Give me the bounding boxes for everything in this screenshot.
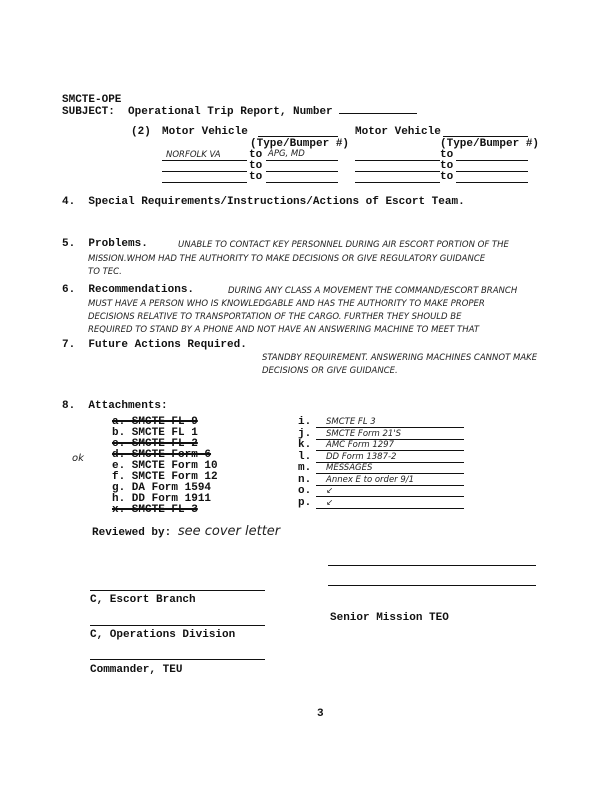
subject-line: [62, 106, 417, 118]
item-number: 4.: [62, 196, 76, 208]
problems-text: MISSION.WHOM HAD THE AUTHORITY TO MAKE DECISIONS OR GIVE REGULATORY GUIDANCE: [88, 254, 486, 264]
attachment-item: [298, 498, 464, 510]
attachment-item: [298, 475, 464, 487]
item-number: 8.: [62, 400, 76, 412]
reviewed-by: [92, 524, 280, 541]
attachment-item: [298, 463, 464, 475]
to-label: to: [249, 160, 263, 172]
attachments-right-list: [298, 417, 464, 509]
attachment-item: [298, 429, 464, 441]
attachment-letter: l.: [298, 450, 312, 463]
attachment-letter: m.: [298, 462, 312, 474]
report-number-field: [339, 113, 417, 114]
item-label: Recommendations.: [88, 284, 195, 296]
to-label: to: [440, 149, 454, 161]
vehicle-item-number: (2): [131, 126, 151, 138]
attachment-letter: n.: [298, 473, 312, 486]
attachment-item: [298, 417, 464, 429]
attachment-value: AMC Form 1297: [316, 440, 464, 451]
senior-mission-teo-label: Senior Mission TEO: [330, 612, 449, 624]
item-label: Problems.: [88, 238, 148, 250]
attachment-item: g. DA Form 1594: [112, 482, 212, 494]
item-label: Attachments:: [88, 400, 168, 412]
attachment-value: MESSAGES: [316, 463, 464, 474]
recommendations-text: STANDBY REQUIREMENT. ANSWERING MACHINES CANNOT MAKE: [262, 353, 538, 363]
to-label: to: [440, 160, 454, 172]
attachment-value: SMCTE Form 21'S: [316, 429, 464, 440]
route-to: APG, MD: [268, 149, 305, 159]
item-number: 7.: [62, 339, 76, 351]
attachment-letter: p.: [298, 496, 312, 509]
attachment-item: a. SMCTE FL 9: [112, 416, 198, 428]
attachments-left-list: [112, 417, 218, 516]
vehicle-label-right: Motor Vehicle: [355, 126, 441, 138]
to-label: to: [249, 171, 263, 183]
type-bumper-label-left: (Type/Bumper #): [250, 138, 350, 150]
attachment-item: c. SMCTE FL 2: [112, 438, 198, 450]
item-5-heading: [62, 238, 148, 250]
item-7-heading: [62, 339, 247, 351]
office-symbol: SMCTE-OPE: [62, 94, 122, 106]
attachment-value: SMCTE FL 3: [316, 417, 464, 428]
reviewed-label: Reviewed by:: [92, 527, 172, 539]
to-label: to: [249, 149, 263, 161]
to-label: to: [440, 171, 454, 183]
item-6-heading: [62, 284, 194, 296]
recommendations-text: DECISIONS OR GIVE GUIDANCE.: [262, 366, 398, 376]
item-8-heading: [62, 400, 168, 412]
reviewed-value: see cover letter: [177, 524, 281, 539]
type-bumper-label-right: (Type/Bumper #): [440, 138, 540, 150]
recommendations-text: REQUIRED TO STAND BY A PHONE AND NOT HAVE AN ANSWERING MACHINE TO MEET THAT: [88, 325, 480, 335]
item-label: Future Actions Required.: [88, 339, 247, 351]
attachment-letter: j.: [298, 427, 312, 440]
recommendations-text: DECISIONS RELATIVE TO TRANSPORTATION OF THE CARGO. FURTHER THEY SHOULD BE: [88, 312, 462, 322]
attachment-value: ↙: [316, 498, 464, 509]
attachment-item: f. SMCTE Form 12: [112, 471, 218, 483]
attachment-item: [298, 452, 464, 464]
recommendations-text: MUST HAVE A PERSON WHO IS KNOWLEDGABLE AND HAS THE AUTHORITY TO MAKE PROPER: [88, 299, 485, 309]
subject-text: Operational Trip Report, Number: [128, 106, 333, 118]
attachment-value: Annex E to order 9/1: [316, 475, 464, 486]
item-number: 6.: [62, 284, 76, 296]
attachment-item: e. SMCTE Form 10: [112, 460, 218, 472]
attachment-letter: o.: [298, 485, 312, 497]
item-label: Special Requirements/Instructions/Actions of Escort Team.: [88, 196, 465, 208]
attachment-value: ↙: [316, 486, 464, 497]
attachment-item: h. DD Form 1911: [112, 493, 212, 505]
item-4: [62, 196, 465, 208]
attachment-item: x. SMCTE FL 3: [112, 504, 198, 516]
margin-note: ok: [72, 453, 84, 464]
item-number: 5.: [62, 238, 76, 250]
commander-signature-label: Commander, TEU: [90, 664, 183, 676]
attachment-letter: i.: [298, 416, 312, 428]
route-from: NORFOLK VA: [166, 150, 221, 160]
attachment-letter: k.: [298, 439, 312, 451]
attachment-item: [298, 486, 464, 498]
page-number: 3: [317, 708, 324, 720]
attachment-item: d. SMCTE Form 6: [112, 449, 212, 461]
attachment-item: [298, 440, 464, 452]
operations-division-signature-label: C, Operations Division: [90, 629, 236, 641]
attachment-item: b. SMCTE FL 1: [112, 427, 198, 439]
escort-branch-signature-label: C, Escort Branch: [90, 594, 196, 606]
recommendations-text: DURING ANY CLASS A MOVEMENT THE COMMAND/ESCORT BRANCH: [228, 286, 518, 296]
subject-label: SUBJECT:: [62, 106, 115, 118]
problems-text: TO TEC.: [88, 267, 122, 277]
problems-text: UNABLE TO CONTACT KEY PERSONNEL DURING AIR ESCORT PORTION OF THE: [178, 240, 509, 250]
vehicle-label-left: Motor Vehicle: [162, 126, 248, 138]
attachment-value: DD Form 1387-2: [316, 452, 464, 463]
